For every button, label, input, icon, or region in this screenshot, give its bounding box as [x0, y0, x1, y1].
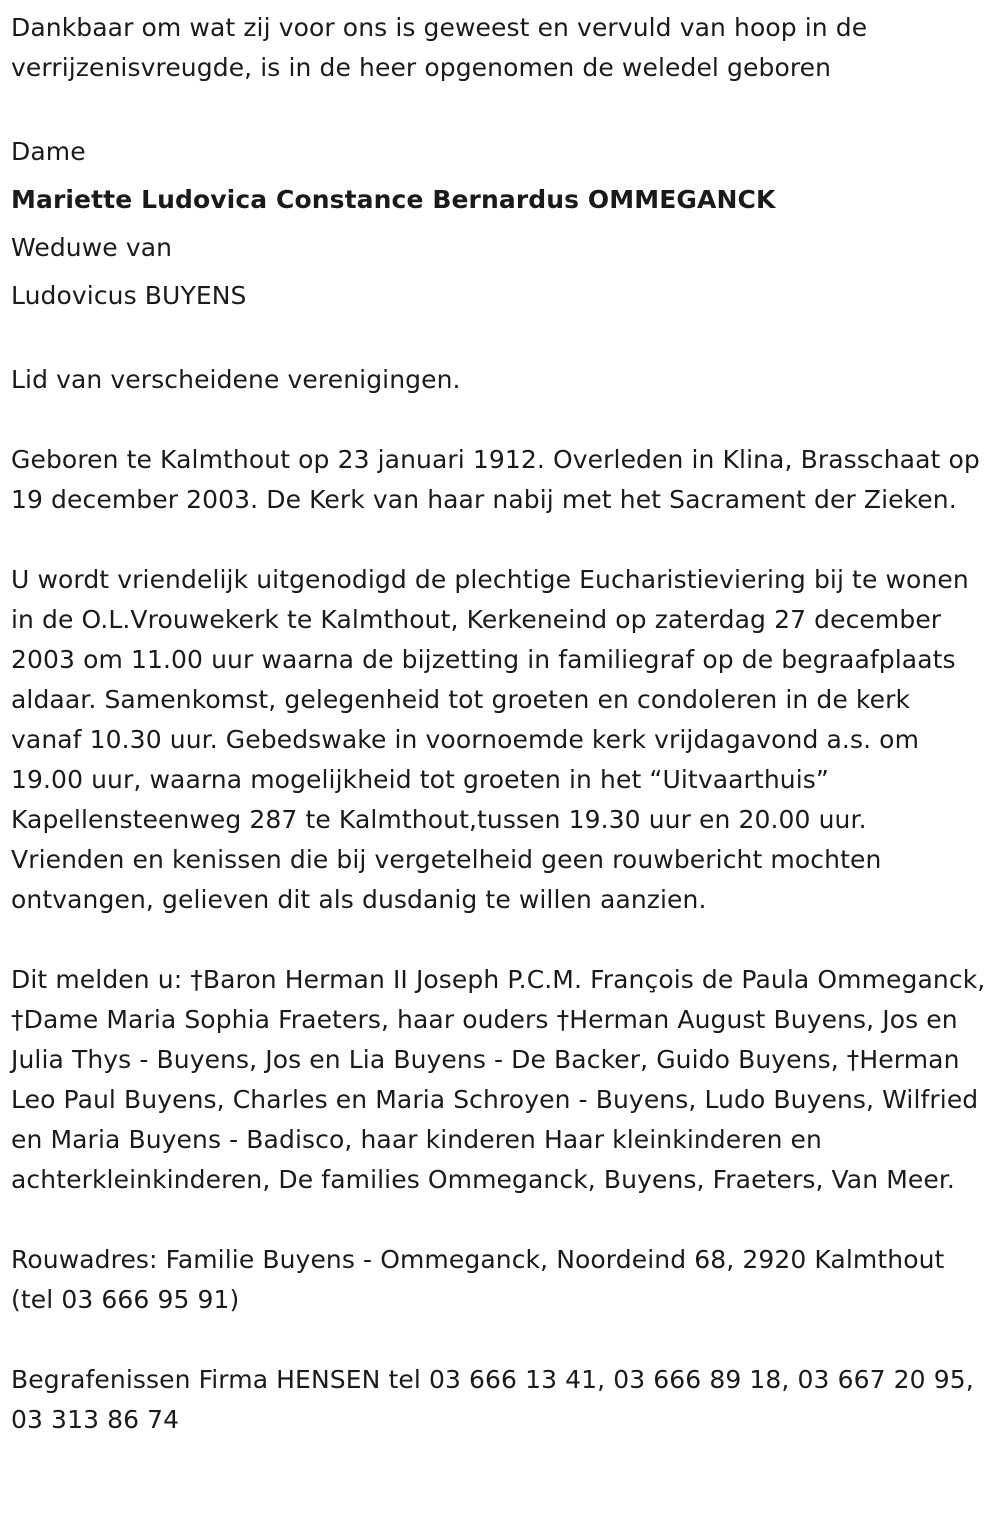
title-line: Dame	[11, 137, 86, 166]
obituary-document	[11, 8, 986, 1480]
spouse-name: Ludovicus BUYENS	[11, 281, 247, 310]
widow-of-line: Weduwe van	[11, 233, 173, 262]
intro-paragraph: Dankbaar om wat zij voor ons is geweest en vervuld van hoop in de verrijzenisvreugde, is in de heer opgenomen de weledel geboren	[11, 13, 868, 82]
birth-death-paragraph: Geboren te Kalmthout op 23 januari 1912. Overleden in Klina, Brasschaat op 19 december 2003. De Kerk van haar nabij met het Sacrament der Zieken.	[11, 445, 980, 514]
mourning-address-paragraph: Rouwadres: Familie Buyens - Ommeganck, Noordeind 68, 2920 Kalmthout (tel 03 666 95 91)	[11, 1245, 945, 1314]
deceased-block	[11, 128, 986, 320]
funeral-home-paragraph: Begrafenissen Firma HENSEN tel 03 666 13 41, 03 666 89 18, 03 667 20 95, 03 313 86 74	[11, 1365, 974, 1434]
membership-paragraph: Lid van verscheidene verenigingen.	[11, 365, 461, 394]
announcers-paragraph: Dit melden u: †Baron Herman II Joseph P.C.M. François de Paula Ommeganck, †Dame Maria Sophia Fraeters, haar ouders †Herman August Buyens, Jos en Julia Thys - Buyens, Jos en Lia Buyens - De Backer, Guido Buyens, †Herman Leo Paul Buyens, Charles en Maria Schroyen - Buyens, Ludo Buyens, Wilfried en Maria Buyens - Badisco, haar kinderen Haar kleinkinderen en achterkleinkinderen, De families Ommeganck, Buyens, Fraeters, Van Meer.	[11, 965, 986, 1194]
deceased-name: Mariette Ludovica Constance Bernardus OMMEGANCK	[11, 185, 776, 214]
invitation-paragraph: U wordt vriendelijk uitgenodigd de plechtige Eucharistieviering bij te wonen in de O.L.Vrouwekerk te Kalmthout, Kerkeneind op zaterdag 27 december 2003 om 11.00 uur waarna de bijzetting in familiegraf op de begraafplaats aldaar. Samenkomst, gelegenheid tot groeten en condoleren in de kerk vanaf 10.30 uur. Gebedswake in voornoemde kerk vrijdagavond a.s. om 19.00 uur, waarna mogelijkheid tot groeten in het “Uitvaarthuis” Kapellensteenweg 287 te Kalmthout,tussen 19.30 uur en 20.00 uur. Vrienden en kenissen die bij vergetelheid geen rouwbericht mochten ontvangen, gelieven dit als dusdanig te willen aanzien.	[11, 565, 969, 914]
